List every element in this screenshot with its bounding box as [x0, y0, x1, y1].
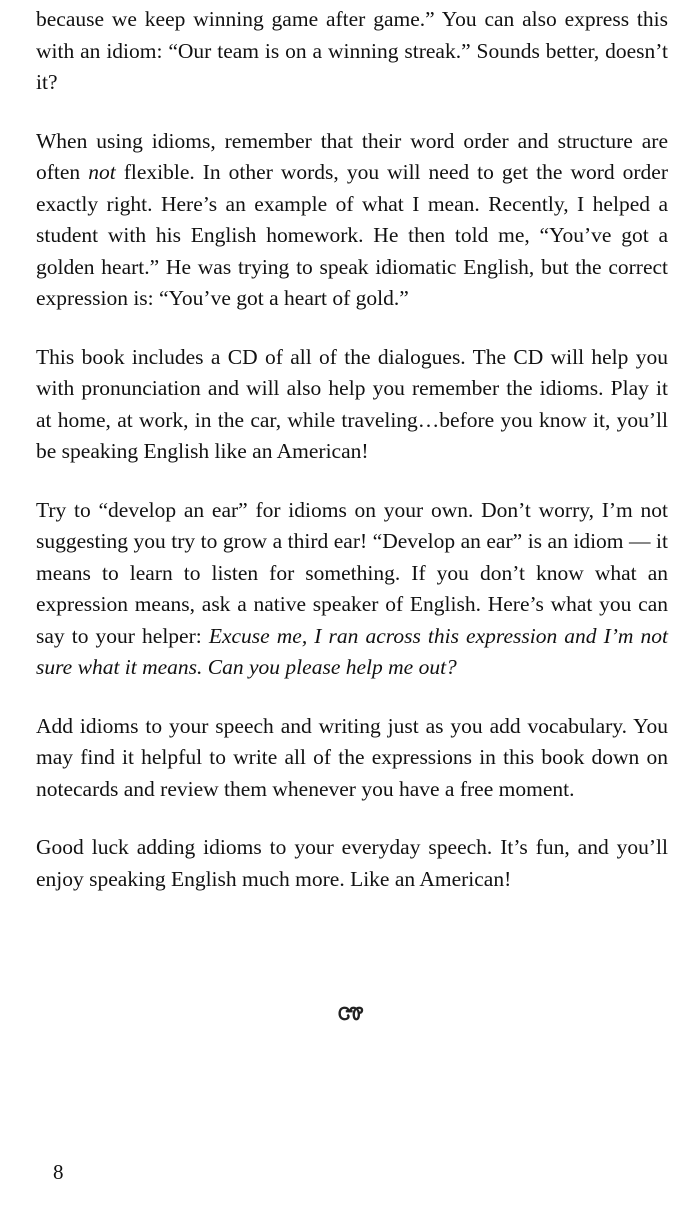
page-body [36, 4, 668, 922]
paragraph-3 [36, 342, 668, 468]
section-ornament-icon: ᏣᏡ [338, 1004, 362, 1024]
paragraph-6-text: Good luck adding idioms to your everyday speech. It’s fun, and you’ll enjoy speaking English much more. Like an American! [36, 835, 668, 891]
paragraph-2-emphasis: not [88, 160, 116, 184]
paragraph-2 [36, 126, 668, 315]
paragraph-6 [36, 832, 668, 895]
paragraph-5-text: Add idioms to your speech and writing just as you add vocabulary. You may find it helpful to write all of the expressions in this book down on notecards and review them whenever you have a free moment. [36, 713, 668, 801]
paragraph-4-text: Try to “develop an ear” for idioms on your own. Don’t worry, I’m not suggesting you try to grow a third ear! “Develop an ear” is an idiom — it means to learn to listen for something. If you don’t know what an expression means, ask a native speaker of English. Here’s what you can say to your helper: [36, 497, 668, 648]
page-number: 8 [53, 1160, 64, 1184]
paragraph-2-text: When using idioms, remember that their word order and structure are often [36, 128, 668, 184]
paragraph-3-text: This book includes a CD of all of the dialogues. The CD will help you with pronunciation and will also help you remember the idioms. Play it at home, at work, in the car, while traveling…before you know it, you’ll be speaking English like an American! [36, 344, 668, 463]
paragraph-4-emphasis: Excuse me, I ran across this expression and I’m not sure what it means. Can you please help me out? [36, 623, 668, 679]
paragraph-4 [36, 495, 668, 684]
paragraph-5 [36, 711, 668, 806]
paragraph-2-text-cont: flexible. In other words, you will need to get the word order exactly right. Here’s an example of what I mean. Recently, I helped a student with his English homework. He then told me, “You’ve got a golden heart.” He was trying to speak idiomatic English, but the correct expression is: “You’ve got a heart of gold.” [36, 160, 669, 310]
paragraph-1-text: because we keep winning game after game.” You can also express this with an idiom: “Our team is on a winning streak.” Sounds better, doesn’t it? [36, 7, 668, 94]
paragraph-1 [36, 4, 668, 99]
